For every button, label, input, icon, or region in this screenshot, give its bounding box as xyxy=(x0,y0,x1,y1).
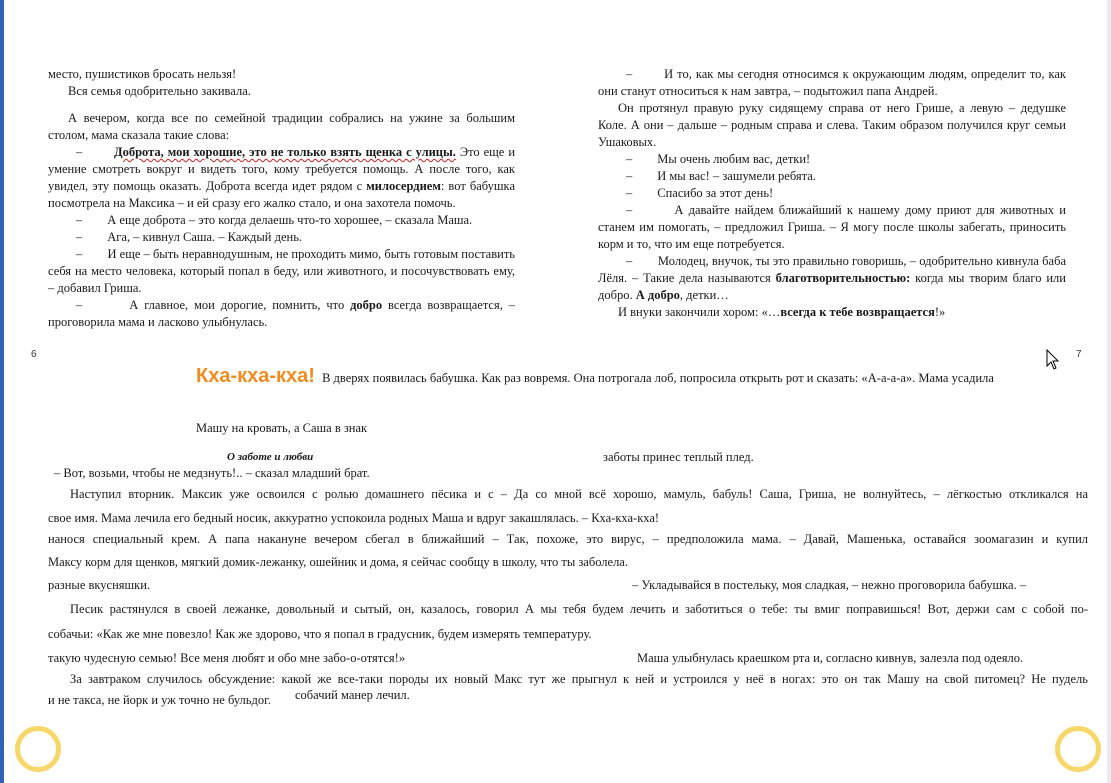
text-line: – Укладывайся в постельку, моя сладкая, – нежно проговорила бабушка. – xyxy=(632,578,1027,592)
paragraph: – Спасибо за этот день! xyxy=(626,186,774,200)
page-number-right: 7 xyxy=(1076,349,1082,360)
left-page-column xyxy=(48,66,515,331)
text-run: всегда возвращается, – проговорила мама и ласково улыбнулась. xyxy=(48,298,515,329)
decorative-circle-left xyxy=(15,726,61,772)
text-run: – А главное, мои дорогие, помнить, что xyxy=(76,298,351,312)
text-line: такую чудесную семью! Все меня любят и обо мне забо-о-отятся!» xyxy=(48,651,406,665)
paragraph: Вся семья одобрительно закивала. xyxy=(68,84,251,98)
right-page-column xyxy=(598,66,1066,321)
window-left-edge xyxy=(0,0,4,783)
paragraph: – Ага, – кивнул Саша. – Каждый день. xyxy=(76,230,303,244)
paragraph xyxy=(48,297,515,331)
window-right-edge xyxy=(1107,0,1111,783)
text-line: собачьи: «Как же мне повезло! Как же здорово, что я попал в градусник, будем измерять температуру. xyxy=(48,627,592,641)
text-line: За завтраком случилось обсуждение: какой же все-таки породы их новый Макс тут же прыгнул к ней и устроился у неё в ногах: это он так Машу на свой питомец? Не пудель xyxy=(70,672,1088,686)
bold-phrase: добро xyxy=(350,298,383,312)
paragraph xyxy=(48,144,515,212)
text-line xyxy=(48,692,271,709)
section-heading: Кха-кха-кха! xyxy=(196,365,315,387)
text-run: !» xyxy=(934,305,946,319)
paragraph: – А давайте найдем ближайший к нашему дому приют для животных и станем им помогать, – предложил Гриша. – Я могу после школы забегать, приносить корм и то, что им еще потребуется. xyxy=(598,203,1066,251)
paragraph: место, пушистиков бросать нельзя! xyxy=(48,67,237,81)
text-run: и не такса, не йорк и уж точно не бульдог. xyxy=(48,693,271,707)
text-line: Песик растянулся в своей лежанке, довольный и сытый, он, казалось, говорил А мы тебя будем лечить и заботиться о тебе: ты вмиг поправишься! Вот, держи сам с собой по- xyxy=(70,602,1088,616)
chapter-title: О заботе и любви xyxy=(227,451,314,463)
paragraph xyxy=(598,253,1066,304)
paragraph xyxy=(598,304,1066,321)
page-number-left: 6 xyxy=(31,349,37,360)
heading-line xyxy=(196,365,1081,387)
text-run: : вот бабушка посмотрела на Максика – и ей сразу его жалко стало, и она захотела помочь. xyxy=(48,179,515,210)
paragraph: – Мы очень любим вас, детки! xyxy=(626,152,811,166)
dash: – xyxy=(76,145,83,159)
paragraph: – А еще доброта – это когда делаешь что-то хорошее, – сказала Маша. xyxy=(76,213,473,227)
text-line: Маша улыбнулась краешком рта и, согласно кивнув, залезла под одеяло. xyxy=(637,651,1024,665)
paragraph: – И мы вас! – зашумели ребята. xyxy=(626,169,816,183)
text-line: Наступил вторник. Максик уже освоился с ролью домашнего пёсика и с – Да со мной всё хорошо, мамуль, бабуль! Саша, Гриша, не волнуйтесь, – лёгкостью откликался на xyxy=(70,487,1088,501)
text-line: собачий манер лечил. xyxy=(295,688,410,702)
text-run: И внуки закончили хором: «… xyxy=(618,305,781,319)
text-line: разные вкусняшки. xyxy=(48,578,151,592)
text-line: Максу корм для щенков, мягкий домик-лежанку, ошейник и дома, я сейчас сообщу в школу, что ты заболела. xyxy=(48,555,628,569)
text-run: когда мы творим благо или добро. xyxy=(598,271,1066,302)
bold-phrase: благотворительностью: xyxy=(775,271,911,285)
paragraph: А вечером, когда все по семейной традиции собрались на ужине за большим столом, мама сказала такие слова: xyxy=(48,111,515,142)
paragraph: – И то, как мы сегодня относимся к окружающим людям, определит то, как они станут относиться к нам завтра, – подытожил папа Андрей. xyxy=(598,67,1066,98)
text-line: – Вот, возьми, чтобы не медзнуть!.. – сказал младший брат. xyxy=(54,466,370,480)
text-run: Это еще и умение смотреть вокруг и видеть того, кому требуется помощь. А после того, как увидел, эту помощь оказать. Доброта всегда идет рядом с xyxy=(48,145,516,193)
text-line: нанося специальный крем. А папа накануне вечером сбегал в ближайший – Так, похоже, это вирус, – предположила мама. – Давай, Машенька, оставайся зоомагазин и купил xyxy=(48,532,1088,546)
text-run: , детки… xyxy=(679,288,729,302)
text-line: свое имя. Мама лечила его бедный носик, аккуратно успокоила родных Маша и вдруг закашлялась. – Кха-кха-кха! xyxy=(48,511,660,525)
paragraph: Он протянул правую руку сидящему справа от него Грише, а левую – дедушке Коле. А они – дальше – родным справа и слева. Таким образом получился круг семьи Ушаковых. xyxy=(598,101,1066,149)
text-line: заботы принес теплый плед. xyxy=(603,450,754,464)
bold-phrase: всегда к тебе возвращается xyxy=(780,305,935,319)
decorative-circle-right xyxy=(1055,726,1101,772)
bold-phrase: милосердием xyxy=(366,179,441,193)
paragraph: – И еще – быть неравнодушным, не проходить мимо, быть готовым поставить себя на место человека, который попал в беду, или животного, и посочувствовать ему, – добавил Гриша. xyxy=(48,247,515,295)
bold-phrase: Доброта, мои хорошие, это не только взять щенка с улицы. xyxy=(113,145,456,159)
bold-phrase: А добро xyxy=(635,288,680,302)
text-line: Машу на кровать, а Саша в знак xyxy=(196,421,368,435)
text-run: В дверях появилась бабушка. Как раз вовремя. Она потрогала лоб, попросила открыть рот и сказать: «А-а-а-а». Мама усадила xyxy=(322,371,994,385)
text-run: – Молодец, внучок, ты это правильно говоришь, – одобрительно кивнула баба Лёля. – Такие дела называются xyxy=(598,254,1066,285)
